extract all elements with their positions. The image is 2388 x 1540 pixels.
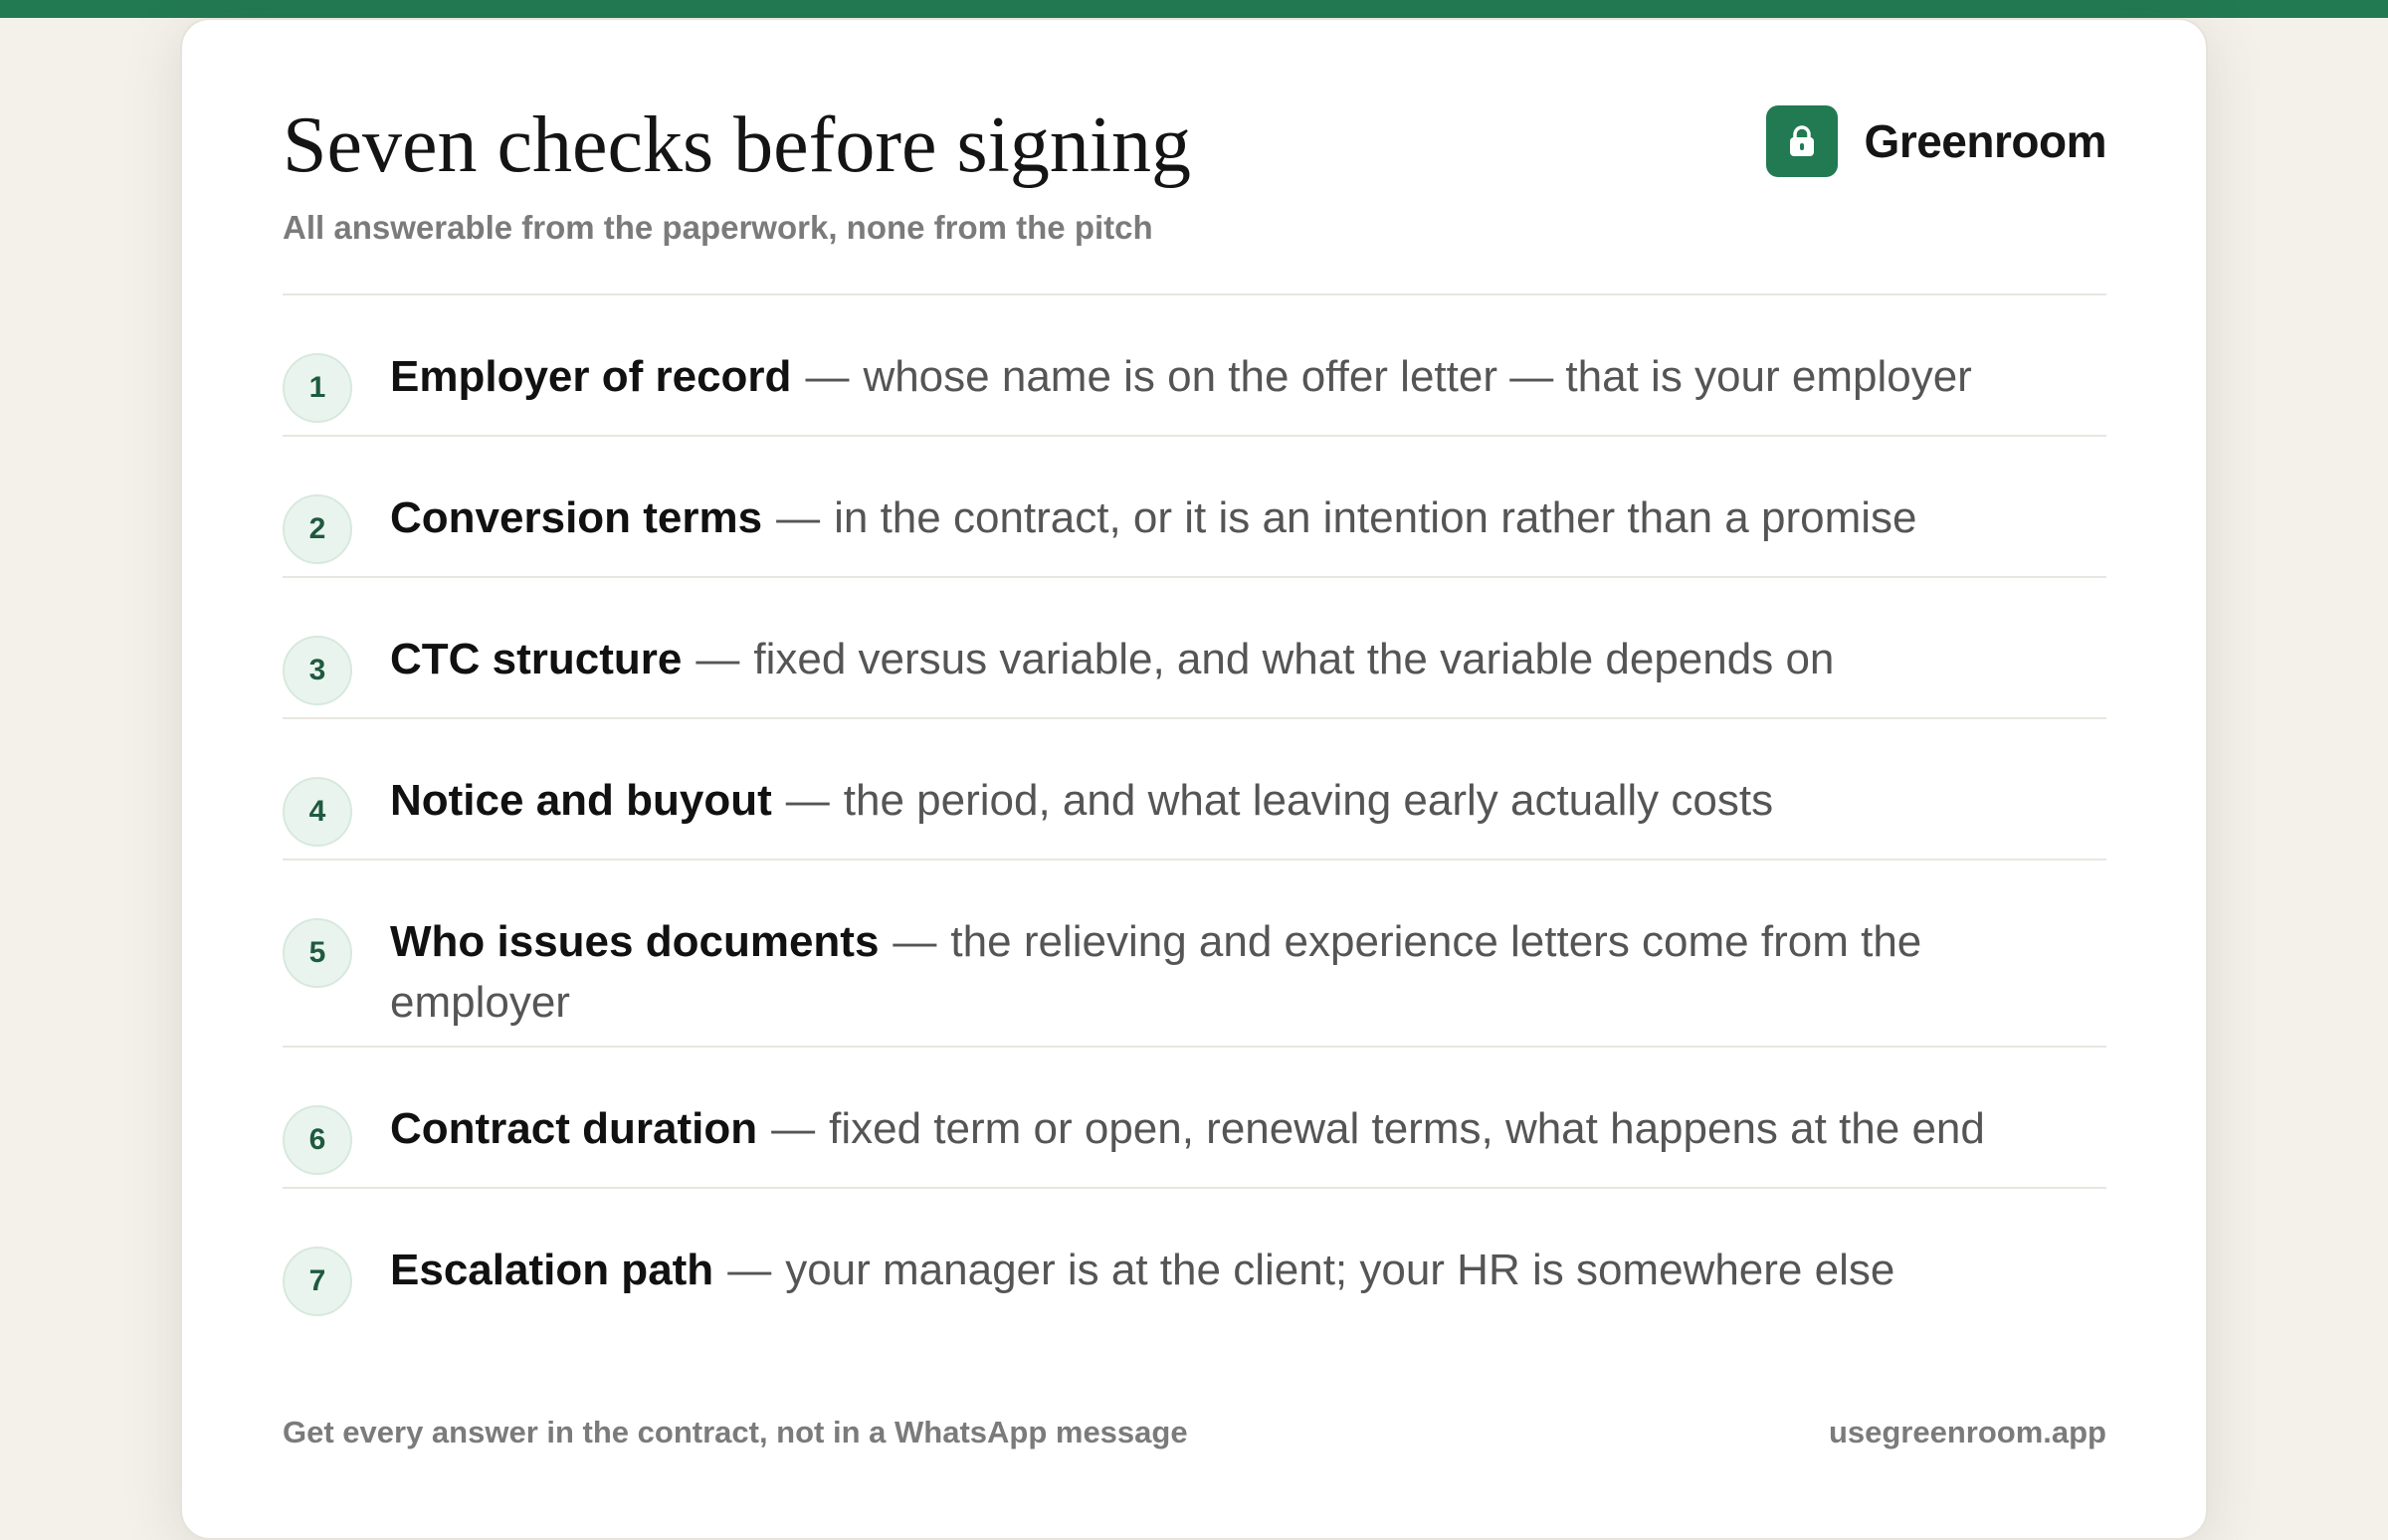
step-number-badge: 1	[283, 353, 352, 423]
page-subtitle: All answerable from the paperwork, none from the pitch	[283, 209, 1153, 246]
check-label: CTC structure	[390, 635, 683, 683]
footer-url: usegreenroom.app	[1828, 1415, 2106, 1449]
separator-dash: —	[727, 1246, 772, 1294]
check-text	[390, 1240, 1894, 1300]
check-detail: fixed term or open, renewal terms, what happens at the end	[829, 1104, 1985, 1153]
check-detail: the period, and what leaving early actually costs	[843, 776, 1774, 825]
check-label: Escalation path	[390, 1246, 714, 1294]
check-item-1	[283, 295, 2106, 437]
step-number-badge: 3	[283, 636, 352, 705]
step-number-badge: 2	[283, 494, 352, 564]
check-text	[390, 770, 1773, 831]
checks-list	[283, 295, 2106, 1330]
step-number-badge: 5	[283, 918, 352, 988]
brand-name: Greenroom	[1864, 115, 2106, 167]
check-detail: your manager is at the client; your HR is somewhere else	[785, 1246, 1895, 1294]
step-number-badge: 6	[283, 1105, 352, 1175]
footer-note: Get every answer in the contract, not in a WhatsApp message	[283, 1415, 1188, 1449]
separator-dash: —	[785, 776, 830, 825]
check-detail: whose name is on the offer letter — that is your employer	[863, 352, 1972, 401]
step-number-badge: 7	[283, 1247, 352, 1316]
check-item-7	[283, 1189, 2106, 1330]
check-item-4	[283, 719, 2106, 861]
step-number-badge: 4	[283, 777, 352, 847]
check-text	[390, 629, 1834, 689]
separator-dash: —	[776, 493, 821, 542]
check-detail: in the contract, or it is an intention rather than a promise	[834, 493, 1917, 542]
check-text	[390, 487, 1916, 548]
brand-logo	[1766, 105, 2106, 177]
separator-dash: —	[893, 917, 937, 966]
check-item-5	[283, 861, 2106, 1048]
check-detail: the relieving and experience letters come from the employer	[390, 917, 1922, 1027]
check-label: Conversion terms	[390, 493, 763, 542]
separator-dash: —	[771, 1104, 816, 1153]
check-item-3	[283, 578, 2106, 719]
lock-icon	[1766, 105, 1838, 177]
check-label: Notice and buyout	[390, 776, 772, 825]
check-label: Employer of record	[390, 352, 792, 401]
check-item-2	[283, 437, 2106, 578]
page-title: Seven checks before signing	[283, 101, 1192, 189]
lock-glyph	[1787, 124, 1817, 158]
top-accent-bar	[0, 0, 2388, 18]
checklist-card	[180, 18, 2208, 1540]
separator-dash: —	[805, 352, 850, 401]
check-detail: fixed versus variable, and what the variable depends on	[753, 635, 1835, 683]
check-label: Who issues documents	[390, 917, 880, 966]
separator-dash: —	[696, 635, 740, 683]
check-text	[390, 346, 1972, 407]
check-item-6	[283, 1048, 2106, 1189]
check-text	[390, 1098, 1985, 1159]
check-text	[390, 911, 2032, 1033]
check-label: Contract duration	[390, 1104, 758, 1153]
